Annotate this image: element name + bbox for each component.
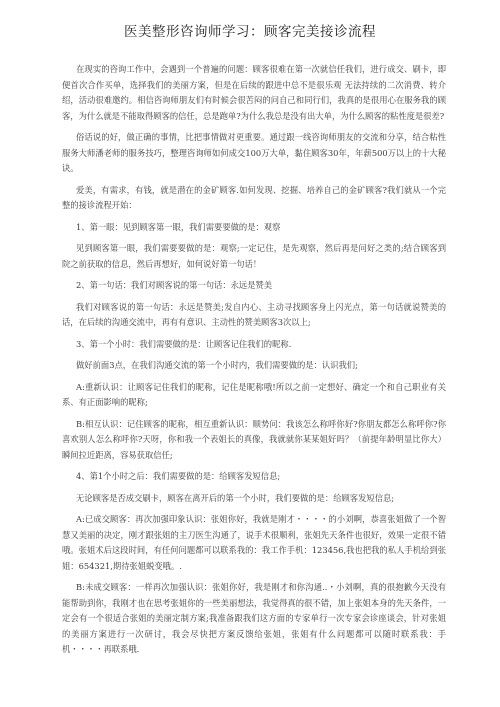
paragraph: B:相互认识：记住顾客的昵称，相互重新认识：顺势问：我该怎么称呼你好?你朋友都怎么称呼你?你喜欢别人怎么称呼你?天呀，你和我一个表姐长的真像，我就就你某某姐好吗？（前提年龄明显比你大）瞬间拉近距离，容易获取信任; — [62, 418, 446, 460]
section-heading: 3、第一个小时：我们需要做的是：让顾客记住我们的昵称. — [76, 338, 292, 349]
paragraph: 我们对顾客说的第一句话：永远是赞美;发自内心、主动寻找顾客身上闪光点，第一句话就说赞美的话，在后续的沟通交流中，再有有意识、主动性的赞美顾客3次以上; — [62, 301, 446, 327]
paragraph: B:未成交顾客：一样再次加强认识：张姐你好，我是刚才和你沟通..・小刘啊，真的很抱歉今天没有能帮助到你，我刚才也在思考张姐你的一些美丽想法，我觉得真的很不错，加上张姐本身的先天条件，一定会有一个很适合张姐的美丽定制方案;我准备跟我们这方面的专家单行一次专家会诊座谈会，针对张姐的美丽方案进行一次研讨，我会尽快把方案反馈给张姐，张姐有什么问题都可以随时联系我：手机・・・・再联系哦. — [62, 582, 446, 654]
paragraph: 爱美，有需求，有钱，就是潜在的金矿顾客.如何发现、挖掘、培养自己的金矿顾客?我们就从一个完整的接诊流程开始： — [62, 184, 446, 210]
paragraph: A:重新认识：让顾客记住我们的昵称，记住是昵称哦!所以之前一定想好、确定一个和自己职业有关系、有正面影响的昵称; — [62, 381, 446, 407]
paragraph: 见到顾客第一眼，我们需要要做的是：观察;一定记住，是先观察，然后再是问好之类的;结合顾客到院之前获取的信息，然后再想好，如何说好第一句话！ — [62, 243, 446, 269]
paragraph: A:已成交顾客：再次加强印象认识：张姐你好，我就是刚才・・・・的小刘啊，恭喜张姐做了一个智慧又美丽的决定，刚才跟张姐的主刀医生沟通了，说手术很顺利，张姐先天条件也很好，效果一定很不错哦。张姐术后这段时间，有任何问题都可以联系我的：我工作手机：123456,我也把我的私人手机给到张姐：654321,期待张姐蜕变哦。. — [62, 514, 446, 571]
paragraph: 在现实的咨询工作中，会遇到一个普遍的问题：顾客很难在第一次就信任我们，进行成交、刷卡，即便首次合作买单，选择我们的美丽方案，但是在后续的跟进中总不是很乐观 无法持续的二次消费、转介绍，活动很难邀约。相信咨询师朋友们有时候会很苦闷的问自己和同行们，我真的是很用心在服务我的顾客，为什么就是不能取得顾客的信任，总是跑单?为什么我总是没有出大单，为什么顾客的粘性度是很差? — [62, 64, 446, 121]
document-body — [62, 62, 446, 664]
paragraph: 做好前面3点，在我们沟通交流的第一个小时内，我们需要做的是：认识我们; — [76, 360, 358, 370]
section-heading: 4、第1个小时之后：我们需要做的是：给顾客发短信息; — [76, 471, 281, 481]
paragraph: 俗话说的好，做正确的事情，比把事情做对更重要。通过跟一线咨询师朋友的交流和分享，结合粘性服务大师潘老师的服务技巧，整理咨询师如何成交100万大单，黏住顾客30年，年薪500万以上的十大秘诀。 — [62, 132, 446, 173]
paragraph: 无论顾客是否成交刷卡，顾客在离开后的第一个小时，我们要做的是：给顾客发短信息; — [76, 492, 395, 503]
section-heading: 1、第一眼：见到顾客第一眼，我们需要要做的是：观察 — [76, 221, 281, 232]
document-title: 医美整形咨询师学习：顾客完美接诊流程 — [124, 24, 376, 40]
section-heading: 2、第一句话：我们对顾客说的第一句话：永远是赞美 — [76, 280, 273, 290]
